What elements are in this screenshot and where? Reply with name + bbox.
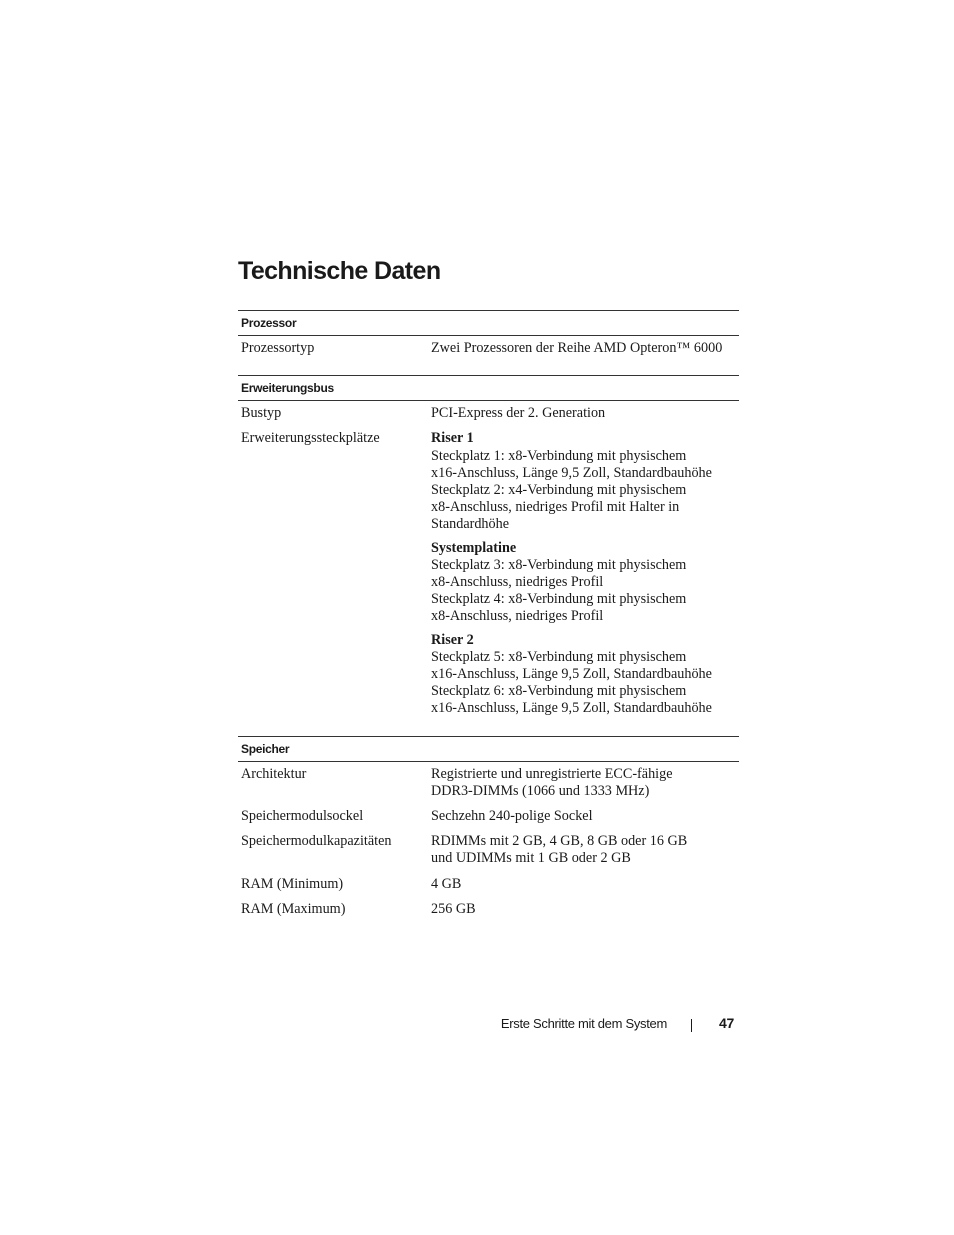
spec-label: Speichermodulkapazitäten [241,833,392,850]
value-line: Registrierte und unregistrierte ECC-fähige [431,765,673,782]
value-line: 256 GB [431,900,476,917]
spec-value: Zwei Prozessoren der Reihe AMD Opteron™ 6000 [431,340,723,356]
value-line: und UDIMMs mit 1 GB oder 2 GB [431,850,631,867]
section-heading: Erweiterungsbus [238,375,739,401]
spec-label: RAM (Minimum) [241,875,344,892]
page-footer [0,1014,954,1034]
spec-value [431,766,739,800]
slot-line: x16-Anschluss, Länge 9,5 Zoll, Standardbauhöhe [431,700,712,717]
slot-line: Steckplatz 4: x8-Verbindung mit physischem [431,591,687,608]
spec-label: Architektur [241,765,307,782]
spec-value: PCI-Express der 2. Generation [431,405,606,422]
slot-line: Steckplatz 2: x4-Verbindung mit physischem [431,482,687,499]
spec-value [431,833,739,867]
slot-line: x8-Anschluss, niedriges Profil [431,608,604,625]
section-erweiterungsbus [238,375,739,717]
section-heading: Speicher [238,736,739,762]
spec-label: Erweiterungssteckplätze [241,430,380,447]
slot-line: x8-Anschluss, niedriges Profil mit Halter in [431,499,680,516]
value-line: RDIMMs mit 2 GB, 4 GB, 8 GB oder 16 GB [431,833,688,850]
spec-value [431,876,739,893]
slot-line: x16-Anschluss, Länge 9,5 Zoll, Standardbauhöhe [431,666,712,683]
slot-line: Steckplatz 5: x8-Verbindung mit physischem [431,648,687,665]
spec-label: Prozessortyp [241,340,315,356]
spec-row-prozessortyp [238,340,739,357]
spec-row-bustyp [238,405,739,422]
spec-value [431,808,739,825]
section-speicher [238,736,739,918]
slot-line: Steckplatz 1: x8-Verbindung mit physischem [431,447,687,464]
slot-group-riser-2 [431,632,739,718]
slot-line: Steckplatz 3: x8-Verbindung mit physischem [431,556,687,573]
slot-line: Standardhöhe [431,516,510,533]
spec-row-ram-maximum [238,901,739,918]
slot-group-systemplatine [431,540,739,626]
value-line: 4 GB [431,875,462,892]
spec-row-speichermodulsockel [238,808,739,825]
section-prozessor [238,310,739,357]
spec-table [238,310,739,918]
spec-label: Speichermodulsockel [241,808,364,825]
spec-row-ram-minimum [238,876,739,893]
slot-line: Steckplatz 6: x8-Verbindung mit physischem [431,683,687,700]
slot-group-title: Riser 1 [431,430,474,447]
slot-line: x8-Anschluss, niedriges Profil [431,574,604,591]
slot-line: x16-Anschluss, Länge 9,5 Zoll, Standardbauhöhe [431,464,712,481]
page-title: Technische Daten [238,257,441,285]
page-number: 47 [719,1015,734,1031]
spec-row-architektur [238,766,739,800]
spec-row-speichermodulkapazitaeten [238,833,739,867]
spec-row-erweiterungssteckplaetze [238,430,739,717]
footer-divider [691,1019,692,1032]
slot-group-title: Systemplatine [431,539,517,556]
slot-group-riser-1 [431,430,739,533]
spec-value [431,430,739,717]
value-line: Sechzehn 240-polige Sockel [431,808,593,825]
slot-group-title: Riser 2 [431,631,474,648]
footer-title: Erste Schritte mit dem System [500,1016,667,1031]
spec-label: Bustyp [241,405,282,422]
section-heading: Prozessor [238,310,739,336]
spec-label: RAM (Maximum) [241,900,346,917]
spec-value [431,901,739,918]
value-line: DDR3-DIMMs (1066 und 1333 MHz) [431,782,650,799]
